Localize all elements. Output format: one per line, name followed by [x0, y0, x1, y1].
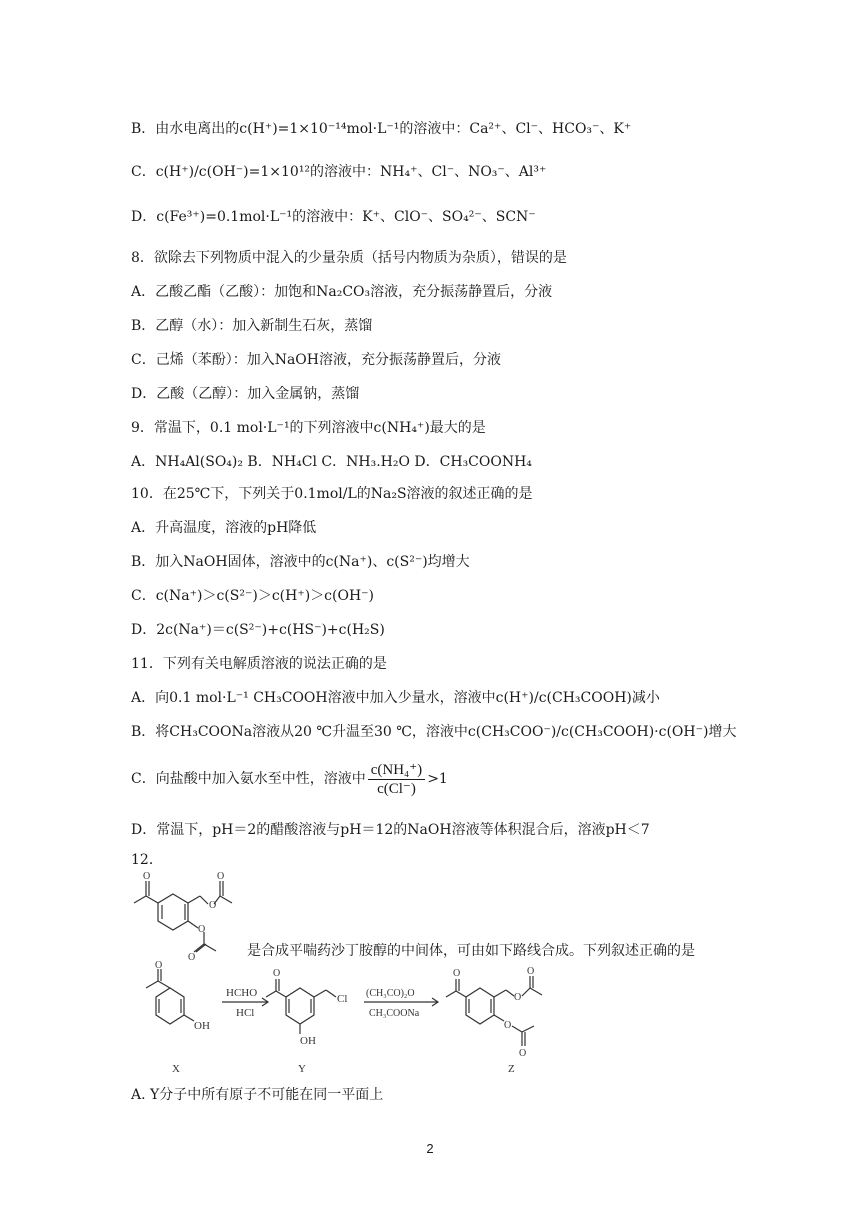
svg-text:O: O [198, 924, 206, 935]
q12-inline-structure [128, 866, 238, 962]
q11-option-a: A．向0.1 mol·L⁻¹ CH₃COOH溶液中加入少量水，溶液中c(H⁺)/c(CH₃COOH)减小 [131, 690, 660, 706]
q7-option-d: D．c(Fe³⁺)=0.1mol·L⁻¹的溶液中：K⁺、ClO⁻、SO₄²⁻、SCN⁻ [131, 209, 536, 225]
q10-option-a: A．升高温度，溶液的pH降低 [131, 520, 317, 536]
label-y: Y [298, 1063, 306, 1075]
z-ester-carbonyl-o-1: O [527, 966, 535, 977]
label-z: Z [508, 1063, 515, 1075]
compound-x-structure [146, 969, 194, 1024]
svg-text:O: O [209, 900, 217, 911]
fraction-denominator: c(Cl⁻) [377, 780, 416, 797]
q8-option-a: A．乙酸乙酯（乙酸）：加饱和Na₂CO₃溶液，充分振荡静置后，分液 [131, 284, 553, 300]
compound-y-structure [266, 979, 336, 1034]
q10-option-b: B．加入NaOH固体，溶液中的c(Na⁺)、c(S²⁻)均增大 [131, 554, 470, 570]
q11-stem: 11．下列有关电解质溶液的说法正确的是 [131, 656, 387, 672]
arrow-2 [364, 998, 438, 1006]
q8-option-c: C．己烯（苯酚）：加入NaOH溶液，充分振荡静置后，分液 [131, 352, 501, 368]
arrow2-reagent-top: (CH₃CO)₂O [366, 988, 415, 999]
z-ester-o-2: O [504, 1020, 512, 1031]
q11-option-b: B．将CH₃COONa溶液从20 ℃升温至30 ℃，溶液中c(CH₃COO⁻)/c(CH₃COOH)·c(OH⁻)增大 [131, 724, 737, 740]
arrow1-reagent-bottom: HCl [236, 1007, 255, 1019]
compound-z-structure [446, 976, 542, 1046]
q11c-suffix: >1 [427, 771, 448, 787]
q10-option-c: C．c(Na⁺)＞c(S²⁻)＞c(H⁺)＞c(OH⁻) [131, 588, 375, 604]
page-number: 2 [426, 1141, 434, 1156]
z-carbonyl-o: O [453, 968, 461, 979]
q11-option-c [131, 757, 448, 801]
q8-option-b: B．乙醇（水）：加入新制生石灰，蒸馏 [131, 318, 373, 334]
z-ester-carbonyl-o-2: O [519, 1048, 527, 1059]
arrow2-reagent-bottom: CH₃COONa [369, 1008, 420, 1019]
q8-stem: 8．欲除去下列物质中混入的少量杂质（括号内物质为杂质），错误的是 [131, 250, 567, 266]
q7-option-b: B．由水电离出的c(H⁺)=1×10⁻¹⁴mol·L⁻¹的溶液中：Ca²⁺、Cl⁻、HCO₃⁻、K⁺ [131, 121, 632, 137]
q12-number: 12． [131, 852, 163, 868]
q8-option-d: D．乙酸（乙醇）：加入金属钠，蒸馏 [131, 386, 360, 402]
svg-text:O: O [217, 871, 225, 882]
fraction-numerator: c(NH₄⁺) [368, 761, 425, 780]
svg-text:O: O [143, 871, 151, 882]
q7-option-c: C．c(H⁺)/c(OH⁻)=1×10¹²的溶液中：NH₄⁺、Cl⁻、NO₃⁻、Al³⁺ [131, 164, 547, 180]
concentration-ratio-fraction [368, 761, 425, 798]
q9-stem: 9．常温下，0.1 mol·L⁻¹的下列溶液中c(NH₄⁺)最大的是 [131, 420, 486, 436]
x-oh: OH [194, 1020, 210, 1032]
q10-option-d: D．2c(Na⁺)＝c(S²⁻)+c(HS⁻)+c(H₂S) [131, 622, 385, 638]
q9-options: A．NH₄Al(SO₄)₂ B．NH₄Cl C．NH₃.H₂O D．CH₃COONH₄ [131, 454, 532, 470]
q11-option-d: D．常温下，pH＝2的醋酸溶液与pH＝12的NaOH溶液等体积混合后，溶液pH＜7 [131, 822, 650, 838]
z-ester-o-1: O [514, 992, 522, 1003]
arrow-1 [222, 998, 268, 1006]
synthesis-scheme [128, 958, 568, 1080]
q12-text: 是合成平喘药沙丁胺醇的中间体，可由如下路线合成。下列叙述正确的是 [247, 943, 695, 959]
y-oh: OH [300, 1035, 316, 1047]
y-cl: Cl [337, 993, 348, 1005]
x-carbonyl-o: O [155, 960, 163, 971]
y-carbonyl-o: O [273, 968, 281, 979]
arrow1-reagent-top: HCHO [226, 987, 258, 999]
q10-stem: 10．在25℃下，下列关于0.1mol/L的Na₂S溶液的叙述正确的是 [131, 486, 533, 502]
q11c-prefix: C．向盐酸中加入氨水至中性，溶液中 [131, 771, 366, 787]
svg-text:O: O [188, 952, 196, 962]
label-x: X [172, 1063, 180, 1075]
q12-option-a: A. Y分子中所有原子不可能在同一平面上 [131, 1087, 384, 1103]
